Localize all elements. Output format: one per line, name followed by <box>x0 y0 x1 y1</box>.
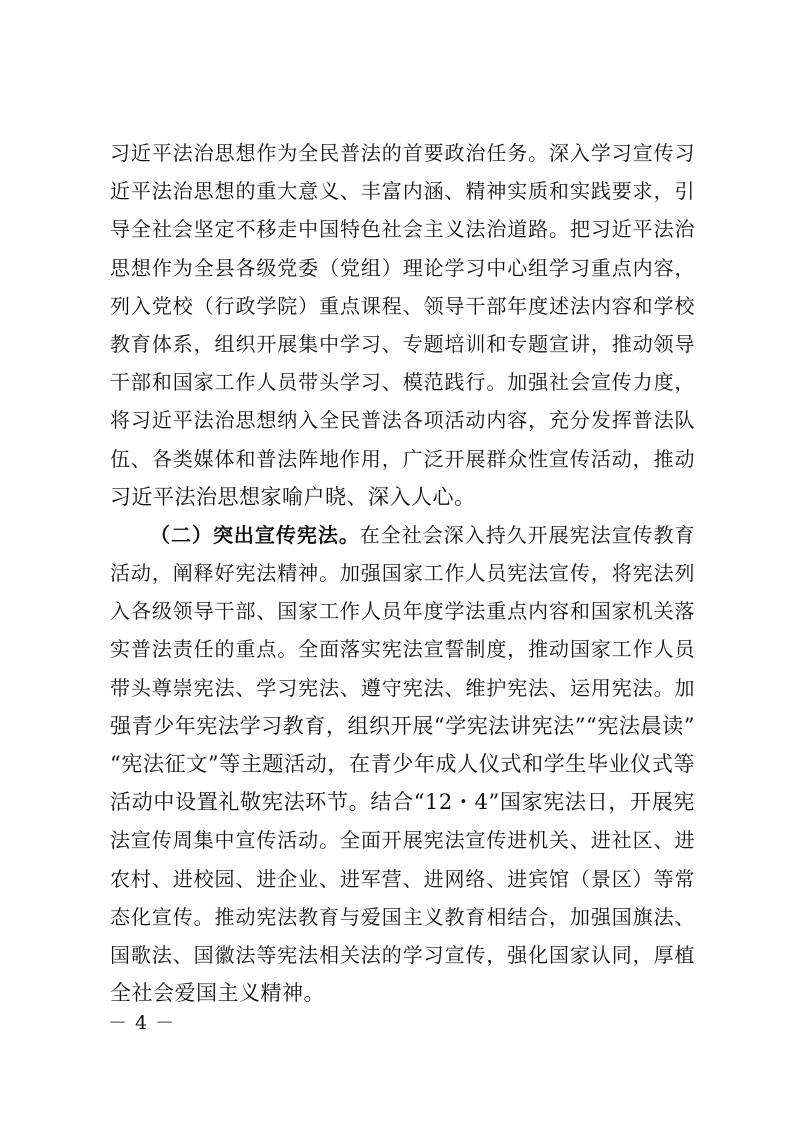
section-heading: （二）突出宣传宪法。 <box>150 522 360 547</box>
heading-line-rest: 在全社会深入持久开展宪法宣传教育 <box>359 522 696 547</box>
text-line: 伍、各类媒体和普法阵地作用，广泛开展群众性宣传活动，推动 <box>110 446 695 471</box>
text-line-with-heading <box>110 516 695 554</box>
text-line: 入各级领导干部、国家工作人员年度学法重点内容和国家机关落 <box>110 599 695 624</box>
paragraph-xi-jinping-rule-of-law <box>110 134 695 516</box>
text-line: “宪法征文”等主题活动，在青少年成人仪式和学生毕业仪式等 <box>110 752 695 776</box>
document-body <box>110 134 695 1012</box>
text-line: 农村、进校园、进企业、进军营、进网络、进宾馆（景区）等常 <box>110 866 695 891</box>
text-line: 全社会爱国主义精神。 <box>110 981 325 1006</box>
text-line: 习近平法治思想家喻户晓、深入人心。 <box>110 484 476 509</box>
text-line: 活动，阐释好宪法精神。加强国家工作人员宪法宣传，将宪法列 <box>110 561 695 586</box>
text-line: 活动中设置礼敬宪法环节。结合“12・4”国家宪法日，开展宪 <box>110 790 695 815</box>
text-line: 干部和国家工作人员带头学习、模范践行。加强社会宣传力度， <box>110 370 695 395</box>
text-line: 强青少年宪法学习教育，组织开展“学宪法讲宪法”“宪法晨读” <box>110 713 695 738</box>
text-line: 导全社会坚定不移走中国特色社会主义法治道路。把习近平法治 <box>110 217 695 242</box>
text-line: 带头尊崇宪法、学习宪法、遵守宪法、维护宪法、运用宪法。加 <box>110 675 695 700</box>
text-line: 态化宣传。推动宪法教育与爱国主义教育相结合，加强国旗法、 <box>110 904 695 929</box>
paragraph-constitution-publicity <box>110 516 695 1012</box>
text-line: 列入党校（行政学院）重点课程、领导干部年度述法内容和学校 <box>110 293 695 318</box>
text-line: 法宣传周集中宣传活动。全面开展宪法宣传进机关、进社区、进 <box>110 828 695 853</box>
text-line: 思想作为全县各级党委（党组）理论学习中心组学习重点内容， <box>110 255 695 280</box>
text-line: 实普法责任的重点。全面落实宪法宣誓制度，推动国家工作人员 <box>110 637 695 662</box>
page-number: － 4 － <box>108 1012 176 1034</box>
text-line: 近平法治思想的重大意义、丰富内涵、精神实质和实践要求，引 <box>110 179 695 204</box>
text-line: 国歌法、国徽法等宪法相关法的学习宣传，强化国家认同，厚植 <box>110 942 695 967</box>
text-line: 将习近平法治思想纳入全民普法各项活动内容，充分发挥普法队 <box>110 408 695 433</box>
text-line: 习近平法治思想作为全民普法的首要政治任务。深入学习宣传习 <box>110 141 695 165</box>
text-line: 教育体系，组织开展集中学习、专题培训和专题宣讲，推动领导 <box>110 331 695 356</box>
